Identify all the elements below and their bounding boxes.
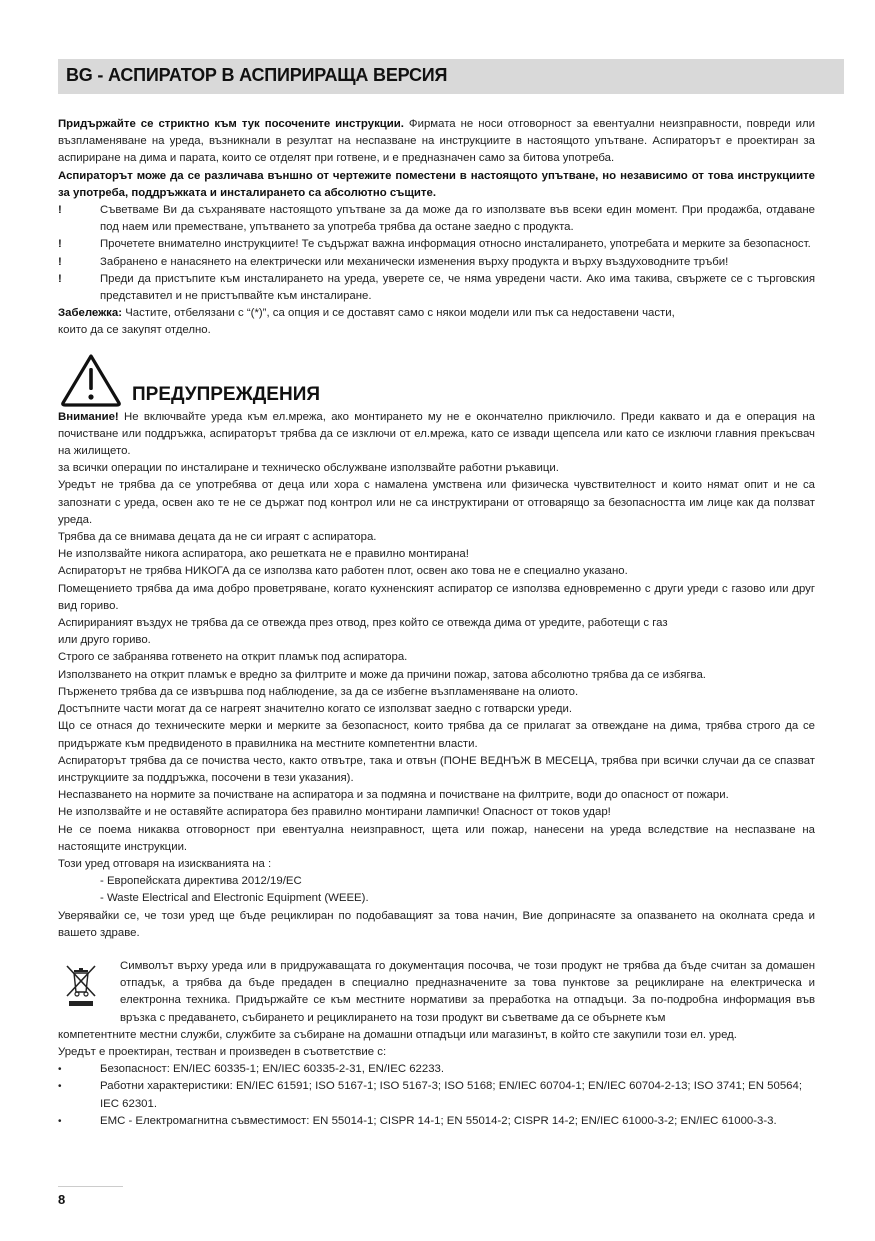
section-header — [58, 59, 844, 94]
note-text: Съветваме Ви да съхранявате настоящото упътване за да може да го използвате във всеки един момент. При продажба, отдаване под наем или преместване, упътването за употреба трябва да остане заедно с продукта. — [100, 204, 815, 234]
weee-text-continued: компетентните местни служби, службите за събиране на домашни отпадъци или магазинът, в който сте закупили този ел. уред. — [58, 1028, 737, 1041]
note-item — [58, 202, 815, 236]
directive-item: - Европейската директива 2012/19/ЕС — [100, 875, 302, 888]
document-body — [58, 116, 815, 1130]
warning-paragraph: Трябва да се внимава децата да не си играят с аспиратора. — [58, 531, 377, 544]
weee-block — [58, 958, 815, 1027]
warning-paragraph: Пърженето трябва да се извършва под наблюдение, за да се избегне възпламеняване на олиото. — [58, 685, 579, 698]
warning-paragraph: Аспираторът не трябва НИКОГА да се използва като работен плот, освен ако това не е специално указано. — [58, 565, 628, 578]
note-text: Преди да пристъпите към инсталирането на уреда, уверете се, че няма увредени части. Ако има такива, свържете се с търговския представител и не пристъпвайте към инсталиране. — [100, 272, 815, 303]
warning-paragraph: Строго се забранява готвенето на открит пламък под аспиратора. — [58, 651, 408, 664]
note-text: Прочетете внимателно инструкциите! Те съдържат важна информация относно инсталирането, употребата и мерките за безопасност. — [100, 238, 811, 251]
note-item — [58, 236, 815, 253]
design-paragraph: Уредът е проектиран, тестван и произведен в съответствие с: — [58, 1045, 387, 1058]
exhaust-paragraph: Аспирираният въздух не трябва да се отвежда през отвод, през който се отвежда дима от уредите, работещи с газ или друго гориво. — [58, 617, 668, 647]
note-mark: ! — [58, 255, 62, 268]
recycle-paragraph: Уверявайки се, че този уред ще бъде рециклиран по подобаващият за това начин, Вие допринасяте за опазването на околната среда и вашето здраве. — [58, 909, 815, 939]
weee-text: Символът върху уреда или в придружаващата го документация посочва, че този продукт не трябва да бъде считан за домашен отпадък, а трябва да бъде предаден в специално предназначените за това пунктове за рециклиране на електрическа и електронна техника. Придържайте се към местните нормативи за преработка на отпадъци. За по-подробна информация във връзка с предаването, събирането и рециклирането на този продукт ви съветваме да се обърнете към — [120, 959, 815, 1024]
intro-lead-text: Фирмата не носи отговорност за евентуални неизправности, повреди или възпламеняване на уреда, възникнали в резултат на неспазване на инструкциите в настоящото упътване. Аспираторът е проектиран за аспириране на дима и парата, които се отделят при готвене, и е предназначен само за битова употреба. — [58, 118, 815, 165]
intro-lead-bold: Придържайте се стриктно към тук посочените инструкции. — [58, 118, 404, 130]
standard-item — [58, 1061, 815, 1078]
warning-paragraph: Достъпните части могат да се нагреят значително когато се използват заедно с готварски уреди. — [58, 703, 572, 716]
standard-item — [58, 1078, 815, 1112]
warning-paragraph: Уредът не трябва да се употребява от деца или хора с намалена умствена или физическа чувствителност и които нямат опит и не са запознати с уреда, освен ако те не се държат под контрол или не са инструктирани от отговарящо за безопасността им лице как да ползват уреда. — [58, 479, 815, 526]
warning-paragraph: Използването на открит пламък е вредно за филтрите и може да причини пожар, затова абсолютно трябва да се избягва. — [58, 668, 706, 681]
note-item — [58, 271, 815, 305]
warning-paragraph: Не използвайте никога аспиратора, ако решетката не е правилно монтирана! — [58, 548, 469, 561]
intro-bold-paragraph: Аспираторът може да се различава външно от чертежите поместени в настоящото упътване, но независимо от това инструкциите за употреба, поддръжката и инсталирането са абсолютно същите. — [58, 169, 815, 199]
warning-paragraph: Не използвайте и не оставяйте аспиратора без правилно монтирани лампички! Опасност от токов удар! — [58, 806, 611, 819]
standard-item — [58, 1113, 815, 1130]
directive-item: - Waste Electrical and Electronic Equipment (WEEE). — [100, 892, 369, 905]
standard-text: Работни характеристики: EN/IEC 61591; ISO 5167-1; ISO 5167-3; ISO 5168; EN/IEC 60704-1; EN/IEC 60704-2-13; ISO 3741; EN 50564; IEC 62301. — [100, 1080, 803, 1110]
warning-paragraph: за всички операции по инсталиране и техническо обслужване използвайте работни ръкавици. — [58, 462, 559, 475]
warning-paragraph: Този уред отговаря на изискванията на : — [58, 857, 272, 870]
note-text: Забранено е нанасянето на електрически или механически изменения върху продукта и върху въздуховодните тръби! — [100, 255, 729, 268]
warning-paragraph: Помещението трябва да има добро проветряване, когато кухненският аспиратор се използва едновременно с други уреди с газово или друг вид гориво. — [58, 582, 815, 612]
warning-triangle-icon — [60, 353, 122, 407]
crossed-bin-icon — [64, 964, 100, 1008]
warning-paragraph: Неспазването на нормите за почистване на аспиратора и за подмяна и почистване на филтрите, води до опасност от пожари. — [58, 789, 729, 802]
page-number: 8 — [58, 1192, 66, 1207]
remark-paragraph: Забележка: Частите, отбелязани с “(*)”, са опция и се доставят само с някои модели или пък са недоставени части, които да се закупят отделно. — [58, 307, 675, 337]
bullet-mark: • — [58, 1115, 62, 1127]
bullet-mark: • — [58, 1081, 62, 1093]
warning-paragraph: Аспираторът трябва да се почиства често, както отвътре, така и отвън (ПОНЕ ВЕДНЪЖ В МЕСЕЦА, трябва при всички случаи да се спазват инструкциите за поддръжка, посочени в тези указания). — [58, 754, 815, 784]
attention-paragraph: Внимание! Не включвайте уреда към ел.мрежа, ако монтирането му не е окончателно приключило. Преди каквато и да е операция на почистване или поддръжка, аспираторът трябва да се изключи от ел.мрежа, като се извади щепсела или като се изключи главния прекъсвач на жилището. — [58, 410, 815, 458]
attention-label: Внимание! — [58, 410, 119, 423]
warnings-heading — [58, 353, 815, 409]
bullet-mark: • — [58, 1064, 62, 1076]
standard-text: Безопасност: EN/IEC 60335-1; EN/IEC 60335-2-31, EN/IEC 62233. — [100, 1063, 445, 1076]
page-title: BG - АСПИРАТОР В АСПИРИРАЩА ВЕРСИЯ — [66, 65, 448, 85]
warnings-title: ПРЕДУПРЕЖДЕНИЯ — [132, 383, 321, 405]
intro-paragraph — [58, 116, 815, 168]
remark-label: Забележка: — [58, 307, 123, 320]
warning-paragraph: Що се отнася до техническите мерки и мерките за безопасност, които трябва да се прилагат за отвеждане на дима, трябва строго да се придържате към предвиденото в правилника на местните компетентни власти. — [58, 720, 815, 750]
note-mark: ! — [58, 204, 62, 217]
standard-text: EMC - Електромагнитна съвместимост: EN 55014-1; CISPR 14-1; EN 55014-2; CISPR 14-2; EN/IEC 61000-3-2; EN/IEC 61000-3-3. — [100, 1114, 777, 1127]
footer-divider — [58, 1186, 123, 1187]
note-mark: ! — [58, 272, 62, 285]
note-item — [58, 254, 815, 271]
warning-paragraph: Не се поема никаква отговорност при евентуална неизправност, щета или пожар, нанесени на уреда вследствие на неспазване на настоящите инструкции. — [58, 823, 815, 853]
note-mark: ! — [58, 238, 62, 251]
